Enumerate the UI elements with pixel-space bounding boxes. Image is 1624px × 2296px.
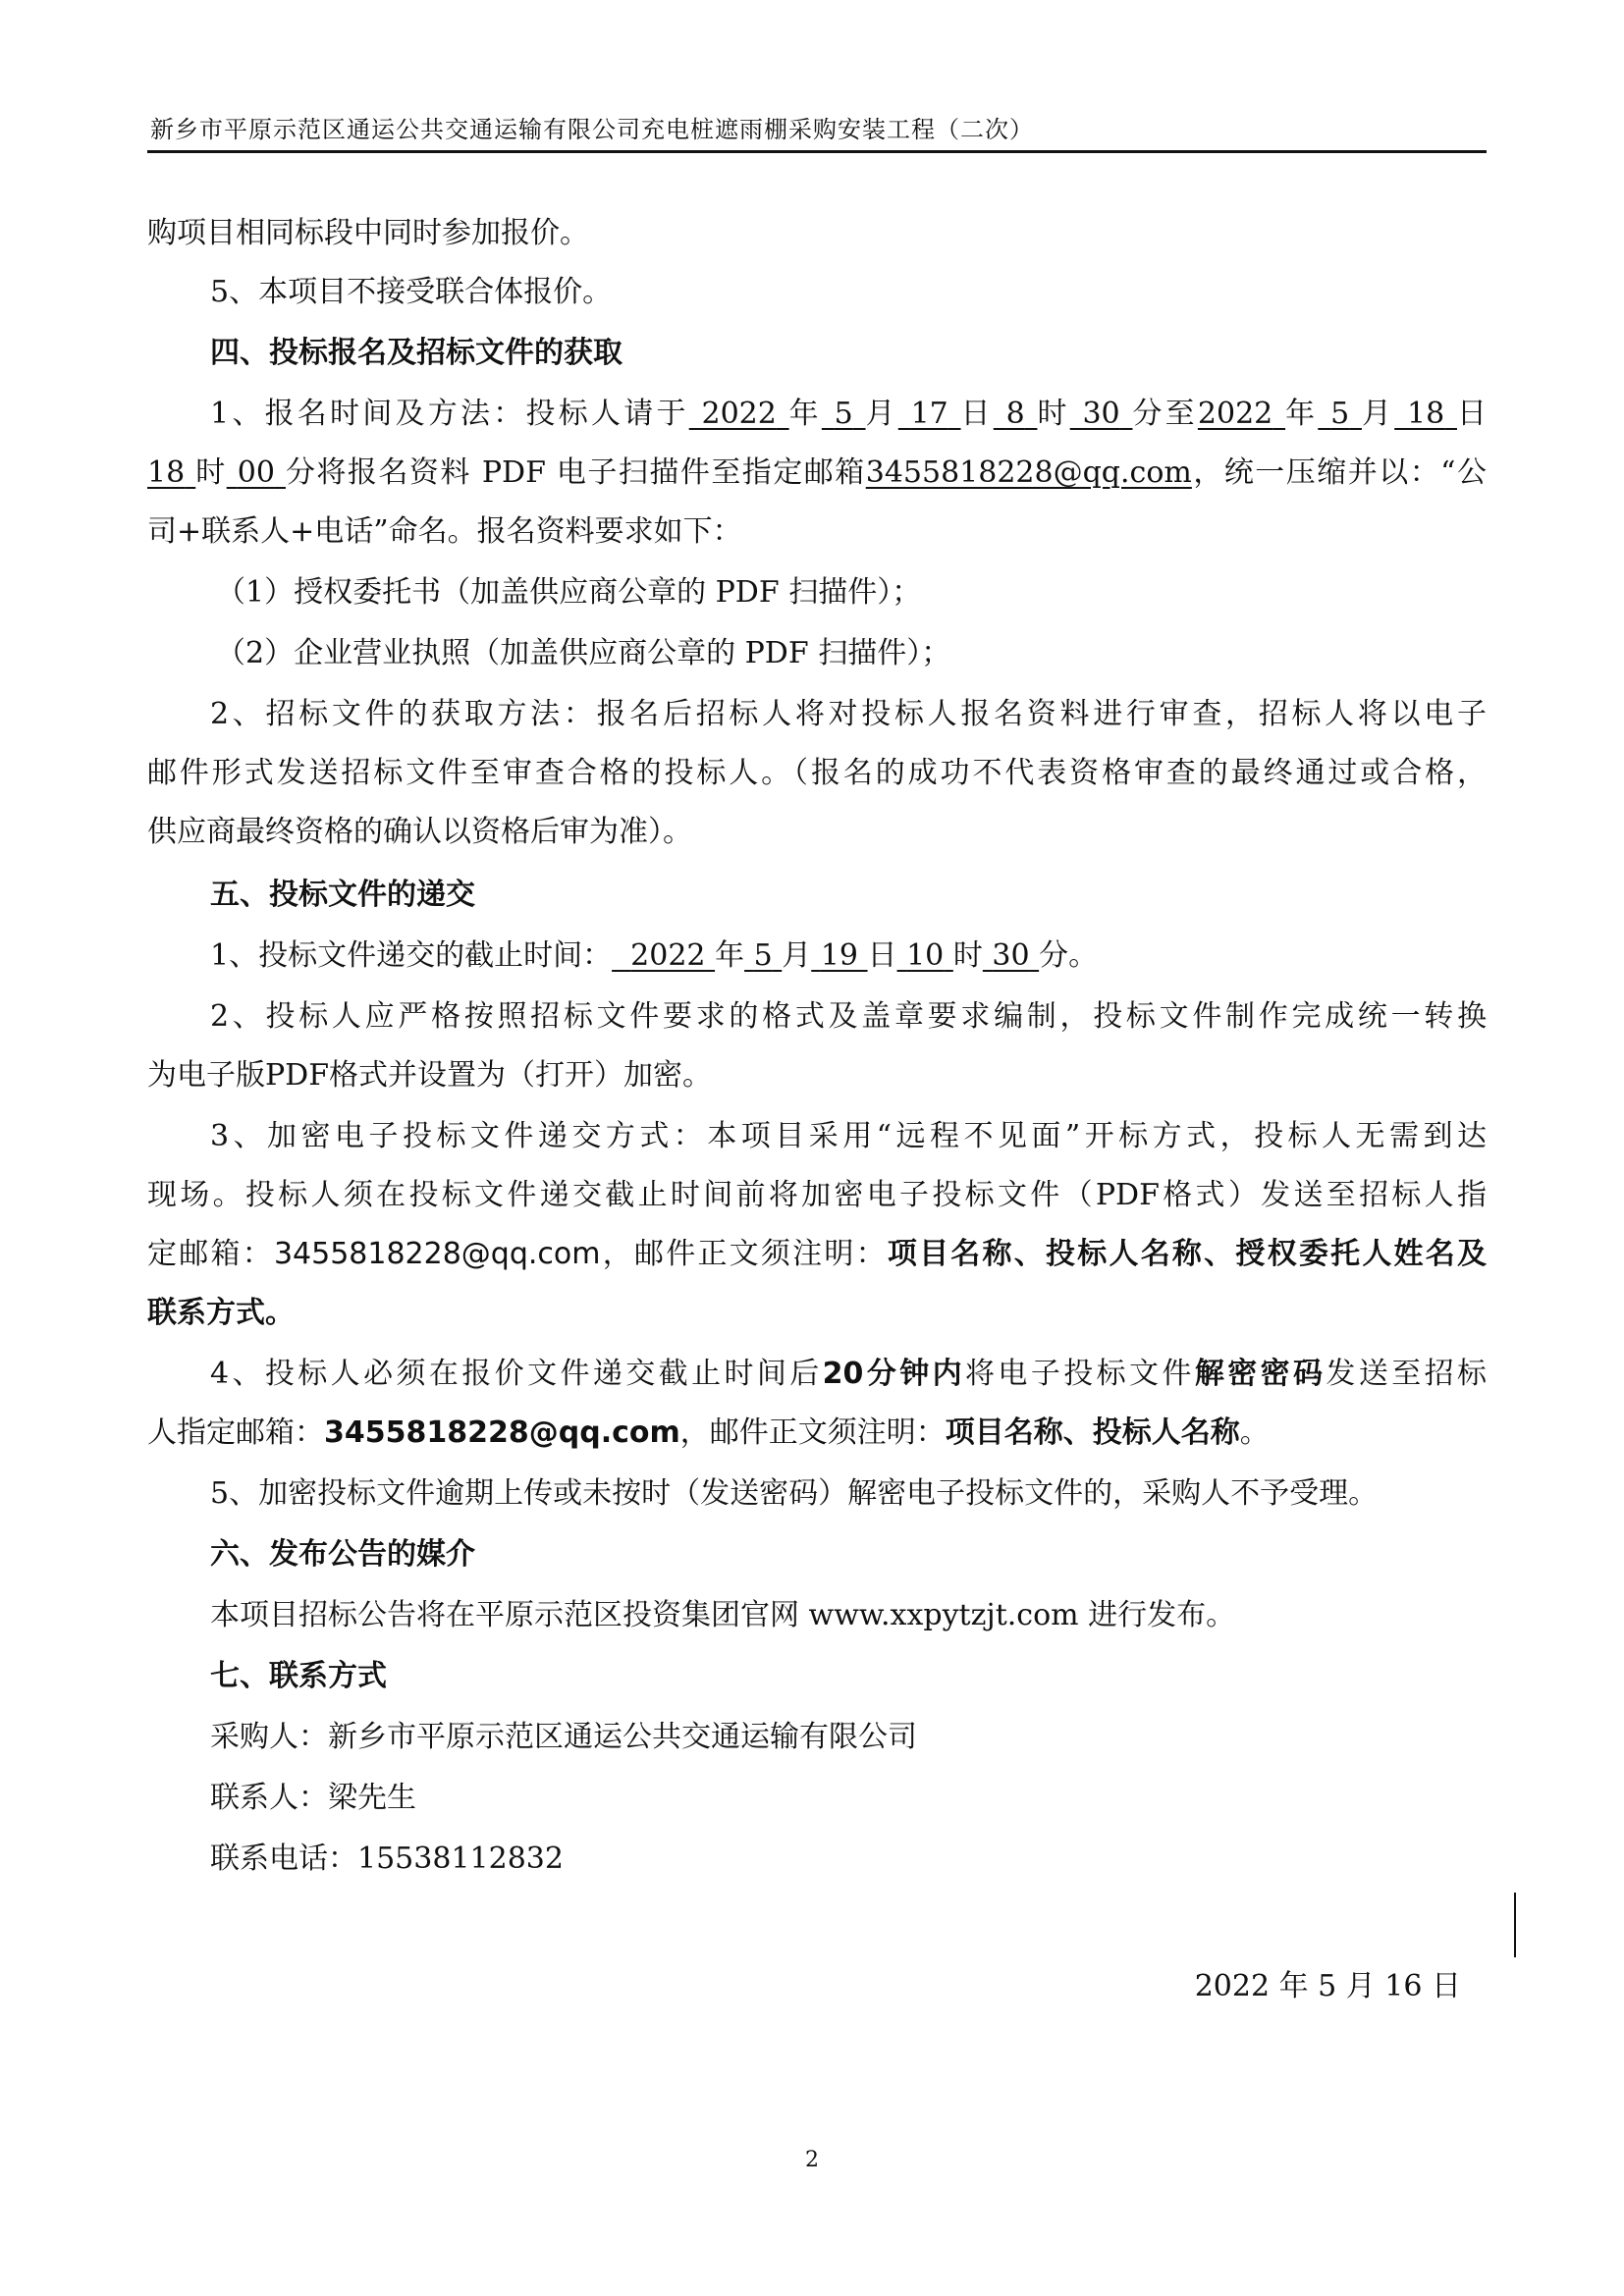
registration-line-3: 司+联系人+电话”命名。报名资料要求如下： bbox=[147, 514, 742, 549]
obtain-line-1: 2、招标文件的获取方法：报名后招标人将对投标人报名资料进行审查，招标人将以电子 bbox=[210, 697, 1487, 731]
method-line-1: 3、加密电子投标文件递交方式：本项目采用“远程不见面”开标方式，投标人无需到达 bbox=[210, 1119, 1487, 1153]
method-line-3: 定邮箱：3455818228@qq.com，邮件正文须注明：项目名称、投标人名称、授权委托人姓名及 bbox=[147, 1237, 1488, 1271]
password-email[interactable]: 3455818228@qq.com bbox=[324, 1415, 680, 1450]
obtain-line-2: 邮件形式发送招标文件至审查合格的投标人。（报名的成功不代表资格审查的最终通过或合格， bbox=[147, 756, 1487, 790]
section-heading-6: 六、发布公告的媒介 bbox=[210, 1537, 475, 1572]
media-line: 本项目招标公告将在平原示范区投资集团官网 www.xxpytzjt.com 进行发布。 bbox=[210, 1598, 1236, 1632]
password-line-2: 人指定邮箱：3455818228@qq.com，邮件正文须注明：项目名称、投标人名称。 bbox=[147, 1415, 1270, 1450]
registration-email-link[interactable]: 3455818228@qq.com bbox=[865, 455, 1192, 490]
registration-line-2: 18 时 00 分将报名资料 PDF 电子扫描件至指定邮箱3455818228@qq.com，统一压缩并以：“公 bbox=[147, 455, 1488, 490]
format-line-2: 为电子版PDF格式并设置为（打开）加密。 bbox=[147, 1058, 713, 1093]
registration-line-1: 1、报名时间及方法：投标人请于 2022 年 5 月 17 日 8 时 30 分至2022 年 5 月 18 日 bbox=[210, 397, 1487, 431]
method-line-2: 现场。投标人须在投标文件递交截止时间前将加密电子投标文件（PDF格式）发送至招标人指 bbox=[147, 1178, 1487, 1212]
header-rule bbox=[147, 150, 1487, 153]
method-line-4: 联系方式。 bbox=[147, 1296, 295, 1330]
format-line-1: 2、投标人应严格按照招标文件要求的格式及盖章要求编制，投标文件制作完成统一转换 bbox=[210, 999, 1487, 1034]
contact-purchaser: 采购人：新乡市平原示范区通运公共交通运输有限公司 bbox=[210, 1720, 917, 1754]
page-number: 2 bbox=[805, 2148, 819, 2172]
requirement-authorization: （1）授权委托书（加盖供应商公章的 PDF 扫描件）； bbox=[216, 575, 922, 610]
paragraph-no-consortium: 5、本项目不接受联合体报价。 bbox=[210, 275, 613, 309]
section-heading-5: 五、投标文件的递交 bbox=[210, 878, 475, 912]
overdue-line: 5、加密投标文件逾期上传或未按时（发送密码）解密电子投标文件的，采购人不予受理。 bbox=[210, 1476, 1379, 1511]
section-heading-4: 四、投标报名及招标文件的获取 bbox=[210, 336, 623, 370]
document-header: 新乡市平原示范区通运公共交通运输有限公司充电桩遮雨棚采购安装工程（二次） bbox=[150, 116, 1034, 143]
deadline-line: 1、投标文件递交的截止时间： 2022 年 5 月 19 日 10 时 30 分。 bbox=[210, 938, 1099, 973]
requirement-license: （2）企业营业执照（加盖供应商公章的 PDF 扫描件）； bbox=[216, 636, 951, 670]
contact-phone: 联系电话：15538112832 bbox=[210, 1842, 564, 1876]
document-date: 2022 年 5 月 16 日 bbox=[1194, 1969, 1461, 2003]
margin-mark bbox=[1514, 1893, 1516, 1957]
section-heading-7: 七、联系方式 bbox=[210, 1659, 387, 1693]
password-line-1: 4、投标人必须在报价文件递交截止时间后20分钟内将电子投标文件解密密码发送至招标 bbox=[210, 1357, 1488, 1391]
submission-email[interactable]: 3455818228@qq.com bbox=[273, 1237, 601, 1271]
obtain-line-3: 供应商最终资格的确认以资格后审为准）。 bbox=[147, 815, 692, 849]
paragraph-continuation: 购项目相同标段中同时参加报价。 bbox=[147, 216, 589, 250]
registration-intro: 1、报名时间及方法：投标人请于 bbox=[210, 397, 689, 431]
contact-person: 联系人：梁先生 bbox=[210, 1781, 416, 1815]
